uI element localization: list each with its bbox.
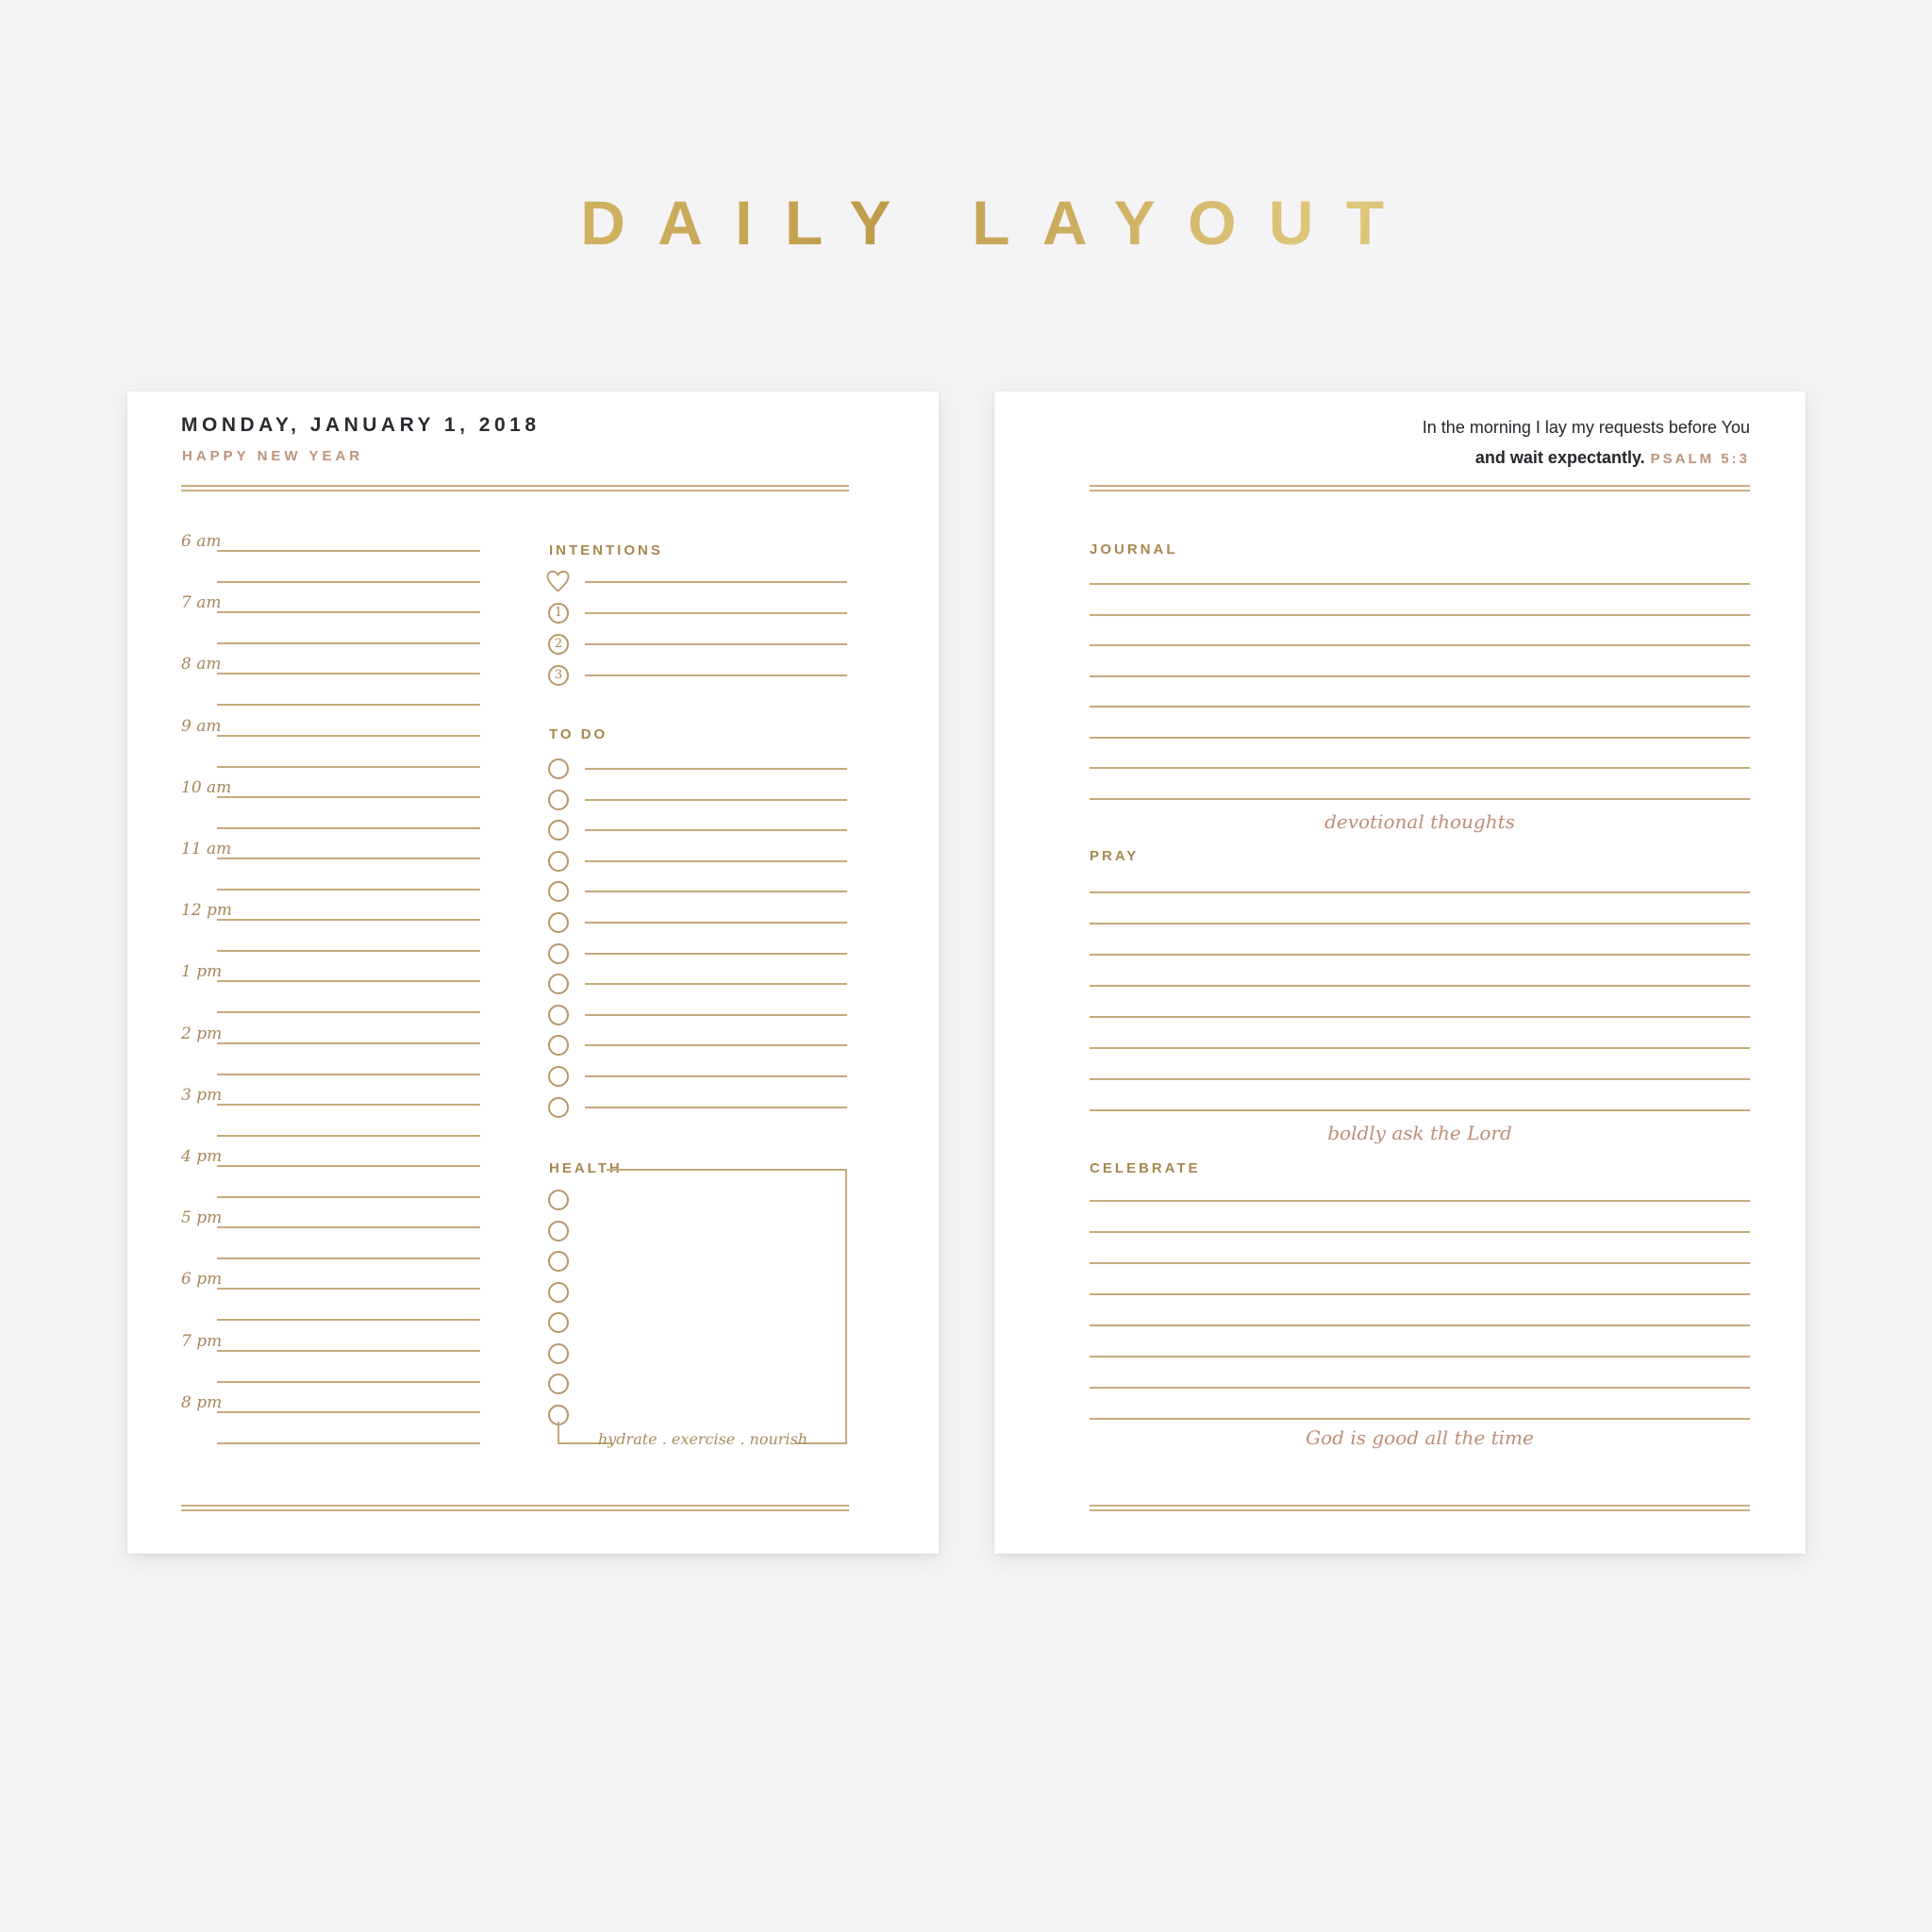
schedule-hour-line bbox=[217, 858, 480, 859]
health-checkbox-circle bbox=[548, 1251, 569, 1272]
intentions-heading: INTENTIONS bbox=[549, 542, 663, 558]
todo-line bbox=[585, 1075, 847, 1077]
verse-line-1: In the morning I lay my requests before You bbox=[1422, 418, 1750, 437]
todo-line bbox=[585, 829, 847, 831]
health-box-left-line bbox=[558, 1422, 559, 1444]
intention-line bbox=[585, 612, 847, 614]
psalm-reference: PSALM 5:3 bbox=[1650, 451, 1750, 467]
intention-line bbox=[585, 581, 847, 583]
health-heading: HEALTH bbox=[549, 1160, 623, 1176]
health-checkbox-circle bbox=[548, 1312, 569, 1333]
schedule-hour-line bbox=[217, 1104, 480, 1106]
writing-line bbox=[1090, 1293, 1750, 1295]
schedule-hour-line bbox=[217, 1226, 480, 1228]
time-label: 8 am bbox=[181, 655, 222, 674]
health-checkbox-circle bbox=[548, 1343, 569, 1364]
time-label: 8 pm bbox=[181, 1393, 223, 1412]
time-label: 11 am bbox=[181, 840, 232, 858]
schedule-half-hour-line bbox=[217, 1257, 480, 1259]
writing-line bbox=[1090, 1356, 1750, 1357]
writing-line bbox=[1090, 1016, 1750, 1018]
time-label: 10 am bbox=[181, 778, 232, 797]
time-label: 7 pm bbox=[181, 1332, 223, 1351]
writing-line bbox=[1090, 1078, 1750, 1080]
schedule-half-hour-line bbox=[217, 950, 480, 952]
schedule-half-hour-line bbox=[217, 1074, 480, 1075]
writing-line bbox=[1090, 675, 1750, 677]
section-heading-celebrate: CELEBRATE bbox=[1090, 1160, 1201, 1176]
writing-line bbox=[1090, 1418, 1750, 1420]
todo-line bbox=[585, 953, 847, 955]
schedule-hour-line bbox=[217, 1350, 480, 1352]
writing-line bbox=[1090, 1109, 1750, 1111]
time-label: 9 am bbox=[181, 717, 222, 736]
writing-line bbox=[1090, 1231, 1750, 1233]
todo-line bbox=[585, 860, 847, 862]
health-box-right-line bbox=[845, 1169, 847, 1444]
writing-line bbox=[1090, 985, 1750, 987]
todo-checkbox-circle bbox=[548, 1066, 569, 1087]
todo-checkbox-circle bbox=[548, 1035, 569, 1056]
writing-line bbox=[1090, 1262, 1750, 1264]
planner-page-left bbox=[127, 391, 939, 1554]
schedule-half-hour-line bbox=[217, 1442, 480, 1444]
schedule-half-hour-line bbox=[217, 889, 480, 891]
health-checkbox-circle bbox=[548, 1374, 569, 1394]
health-box-top-line bbox=[607, 1169, 847, 1171]
writing-line bbox=[1090, 1324, 1750, 1326]
verse-line-2-text: and wait expectantly. bbox=[1474, 448, 1645, 467]
schedule-half-hour-line bbox=[217, 766, 480, 768]
todo-line bbox=[585, 891, 847, 892]
schedule-hour-line bbox=[217, 1411, 480, 1413]
writing-line bbox=[1090, 706, 1750, 708]
section-caption-journal: devotional thoughts bbox=[1324, 810, 1515, 833]
time-label: 5 pm bbox=[181, 1208, 223, 1227]
writing-line bbox=[1090, 644, 1750, 646]
section-heading-pray: PRAY bbox=[1090, 848, 1140, 864]
top-divider bbox=[1090, 485, 1750, 491]
writing-line bbox=[1090, 583, 1750, 585]
todo-line bbox=[585, 1107, 847, 1108]
intention-line bbox=[585, 675, 847, 676]
schedule-half-hour-line bbox=[217, 642, 480, 644]
writing-line bbox=[1090, 923, 1750, 924]
schedule-hour-line bbox=[217, 735, 480, 737]
todo-checkbox-circle bbox=[548, 881, 569, 902]
time-label: 6 am bbox=[181, 532, 222, 551]
schedule-hour-line bbox=[217, 980, 480, 982]
schedule-hour-line bbox=[217, 611, 480, 613]
todo-checkbox-circle bbox=[548, 912, 569, 933]
health-checkbox-circle bbox=[548, 1221, 569, 1241]
schedule-half-hour-line bbox=[217, 581, 480, 583]
intention-number-2: 2 bbox=[548, 634, 569, 655]
section-caption-celebrate: God is good all the time bbox=[1306, 1426, 1534, 1449]
schedule-half-hour-line bbox=[217, 1319, 480, 1321]
schedule-half-hour-line bbox=[217, 704, 480, 706]
schedule-hour-line bbox=[217, 796, 480, 798]
todo-checkbox-circle bbox=[548, 820, 569, 841]
todo-line bbox=[585, 983, 847, 985]
writing-line bbox=[1090, 798, 1750, 800]
health-checkbox-circle bbox=[548, 1190, 569, 1210]
writing-line bbox=[1090, 1047, 1750, 1049]
verse-line-2 bbox=[1231, 442, 1750, 475]
writing-line bbox=[1090, 954, 1750, 956]
schedule-hour-line bbox=[217, 1165, 480, 1167]
todo-checkbox-circle bbox=[548, 790, 569, 810]
time-label: 1 pm bbox=[181, 962, 223, 981]
section-caption-pray: boldly ask the Lord bbox=[1327, 1122, 1512, 1144]
top-divider bbox=[181, 485, 849, 491]
writing-line bbox=[1090, 1387, 1750, 1389]
todo-heading: TO DO bbox=[549, 726, 608, 742]
todo-line bbox=[585, 922, 847, 924]
schedule-half-hour-line bbox=[217, 1381, 480, 1383]
schedule-half-hour-line bbox=[217, 1011, 480, 1013]
todo-checkbox-circle bbox=[548, 851, 569, 872]
todo-checkbox-circle bbox=[548, 943, 569, 964]
todo-line bbox=[585, 799, 847, 801]
time-label: 6 pm bbox=[181, 1270, 223, 1289]
schedule-half-hour-line bbox=[217, 1135, 480, 1137]
schedule-hour-line bbox=[217, 550, 480, 552]
todo-checkbox-circle bbox=[548, 974, 569, 994]
bottom-divider bbox=[181, 1505, 849, 1511]
writing-line bbox=[1090, 737, 1750, 739]
writing-line bbox=[1090, 1200, 1750, 1202]
holiday-label: HAPPY NEW YEAR bbox=[182, 448, 364, 464]
time-label: 7 am bbox=[181, 593, 222, 612]
writing-line bbox=[1090, 614, 1750, 616]
section-heading-journal: JOURNAL bbox=[1090, 541, 1178, 558]
intention-number-1: 1 bbox=[548, 603, 569, 624]
health-checkbox-circle bbox=[548, 1282, 569, 1303]
heart-icon bbox=[545, 570, 571, 598]
health-caption: hydrate . exercise . nourish bbox=[597, 1430, 808, 1448]
todo-checkbox-circle bbox=[548, 758, 569, 779]
intention-line bbox=[585, 643, 847, 645]
todo-line bbox=[585, 768, 847, 770]
verse bbox=[1231, 412, 1750, 475]
intention-number-3: 3 bbox=[548, 665, 569, 686]
writing-line bbox=[1090, 891, 1750, 893]
time-label: 2 pm bbox=[181, 1024, 223, 1043]
schedule-hour-line bbox=[217, 1042, 480, 1044]
time-label: 12 pm bbox=[181, 901, 233, 920]
schedule-hour-line bbox=[217, 919, 480, 921]
planner-page-right bbox=[994, 391, 1806, 1554]
schedule-hour-line bbox=[217, 1288, 480, 1290]
todo-line bbox=[585, 1014, 847, 1016]
schedule-half-hour-line bbox=[217, 827, 480, 829]
todo-checkbox-circle bbox=[548, 1005, 569, 1025]
schedule-hour-line bbox=[217, 673, 480, 675]
schedule-half-hour-line bbox=[217, 1196, 480, 1198]
todo-line bbox=[585, 1044, 847, 1046]
time-label: 3 pm bbox=[181, 1086, 223, 1105]
todo-checkbox-circle bbox=[548, 1097, 569, 1118]
time-label: 4 pm bbox=[181, 1147, 223, 1166]
date-heading: MONDAY, JANUARY 1, 2018 bbox=[181, 414, 541, 436]
writing-line bbox=[1090, 767, 1750, 769]
bottom-divider bbox=[1090, 1505, 1750, 1511]
daily-layout-title: DAILY LAYOUT bbox=[0, 187, 1932, 258]
